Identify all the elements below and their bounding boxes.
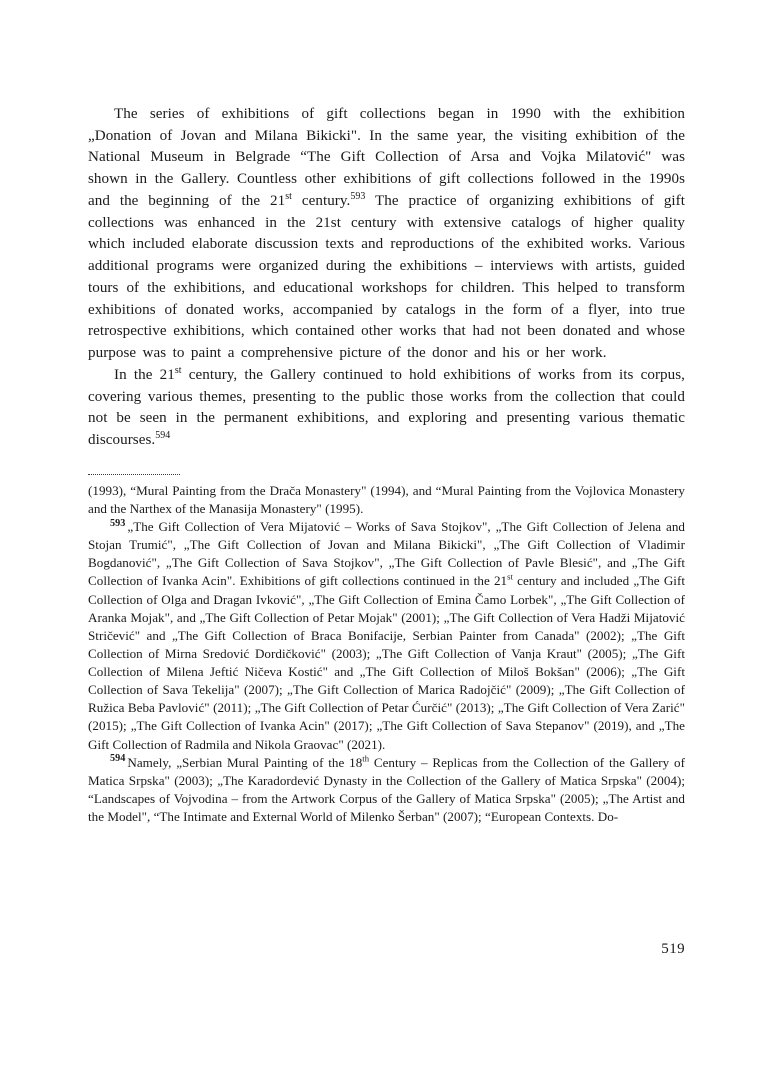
page-number: 519 xyxy=(661,941,685,957)
ordinal-superscript-st-2: st xyxy=(174,364,182,376)
footnotes-block xyxy=(88,482,685,826)
footnote-594 xyxy=(88,754,685,827)
footnote-separator-rule xyxy=(88,474,180,475)
footnote-593 xyxy=(88,518,685,754)
paragraph-1-text-before-note: The series of exhibitions of gift collections began in 1990 with the exhibition „Donation of Jovan and Milana Bikicki". In the same year, the visiting exhibition of the National Museum in Belgrade “The Gift Collection of Arsa and Vojka Milatović" was shown in the Gallery. Countless other exhibitions of gift collections followed in the 1990s and the beginning of the 21 xyxy=(88,106,685,209)
body-text-block xyxy=(88,104,685,452)
footnote-number-593: 593 xyxy=(110,517,126,529)
footnote-594-text-part-1: Namely, „Serbian Mural Painting of the 18 xyxy=(127,754,363,770)
footnote-593-text-part-1: „The Gift Collection of Vera Mijatović – Works of Sava Stojkov", „The Gift Collection of Jelena and Stojan Trumić", „The Gift Collection of Jovan and Milana Bikicki", „The Gift Collection of Vladimir Bogdanović", „The Gift Collection of Sava Stojkov", „The Gift Collection of Pavle Blesić", and „The Gift Collection of Ivanka Acin". Exhibitions of gift collections continued in the 21 xyxy=(88,519,685,589)
ordinal-superscript-st-note: st xyxy=(507,572,513,583)
footnote-continued: (1993), “Mural Painting from the Drača Monastery" (1994), and “Mural Painting from the Vojlovica Monastery and the Narthex of the Manasija Monastery" (1995). xyxy=(88,482,685,516)
footnote-number-594: 594 xyxy=(110,753,126,765)
footnote-594-text-part-2: Century – Replicas from the Collection of the Gallery of Matica Srpska" (2003); „The Karadordević Dynasty in the Collection of the Gallery of Matica Srpska" (2004); “Landscapes of Vojvodina – from the Artwork Corpus of the Gallery of Matica Srpska" (2005); „The Artist and the Model", “The Intimate and External World of Milenko Šerban" (2007); “European Contexts. Do- xyxy=(88,754,685,824)
paragraph-2-after-ordinal: century, the Gallery continued to hold exhibitions of works from its corpus, covering various themes, presenting to the public those works from the collection that could not be seen in the permanent exhibitions, and exploring and presenting various thematic discourses. xyxy=(88,366,685,449)
footnote-reference-593[interactable]: 593 xyxy=(350,190,366,202)
paragraph-1-text-after-note: The practice of organizing exhibitions of gift collections was enhanced in the 21st century with extensive catalogs of higher quality which included elaborate discussion texts and reproductions of the exhibited works. Various additional programs were organized during the exhibitions – interviews with artists, guided tours of the exhibitions, and educational workshops for children. This helped to transform exhibitions of donated works, accompanied by catalogs in the form of a flyer, into true retrospective exhibitions, which contained other works that had not been donated and whose purpose was to paint a comprehensive picture of the donor and his or her work. xyxy=(88,192,685,362)
footnote-reference-594[interactable]: 594 xyxy=(155,429,171,441)
footnote-593-text-part-2: century and included „The Gift Collection of Olga and Dragan Ivković", „The Gift Collection of Emina Čamo Lorbek", „The Gift Collection of Aranka Mojak", and „The Gift Collection of Petar Mojak" (2001); „The Gift Collection of Vera Hadži Mijatović Stričević" and „The Gift Collection of Braca Bonifacije, Serbian Painter from Canada" (2002); „The Gift Collection of Mirna Sredović Dordičković" (2003); „The Gift Collection of Vanja Kraut" (2005); „The Gift Collection of Milena Jeftić Ničeva Kostić" and „The Gift Collection of Miloš Bokšan" (2006); „The Gift Collection of Sava Tekelija" (2007); „The Gift Collection of Marica Radojčić" (2009); „The Gift Collection of Ružica Beba Pavlović" (2011); „The Gift Collection of Petar Ćurčić" (2013); „The Gift Collection of Vera Zarić" (2015); „The Gift Collection of Ivanka Acin" (2017); „The Gift Collection of Sava Stepanov" (2019), and „The Gift Collection of Radmila and Nikola Graovac" (2021). xyxy=(88,573,685,752)
ordinal-superscript-st: st xyxy=(285,190,292,202)
body-paragraph-1 xyxy=(88,104,685,365)
paragraph-2-text-before-note: In the 21 xyxy=(114,366,175,383)
paragraph-1-after-ordinal: century. xyxy=(291,192,351,209)
body-paragraph-2 xyxy=(88,365,685,452)
ordinal-superscript-th-note: th xyxy=(362,753,370,764)
